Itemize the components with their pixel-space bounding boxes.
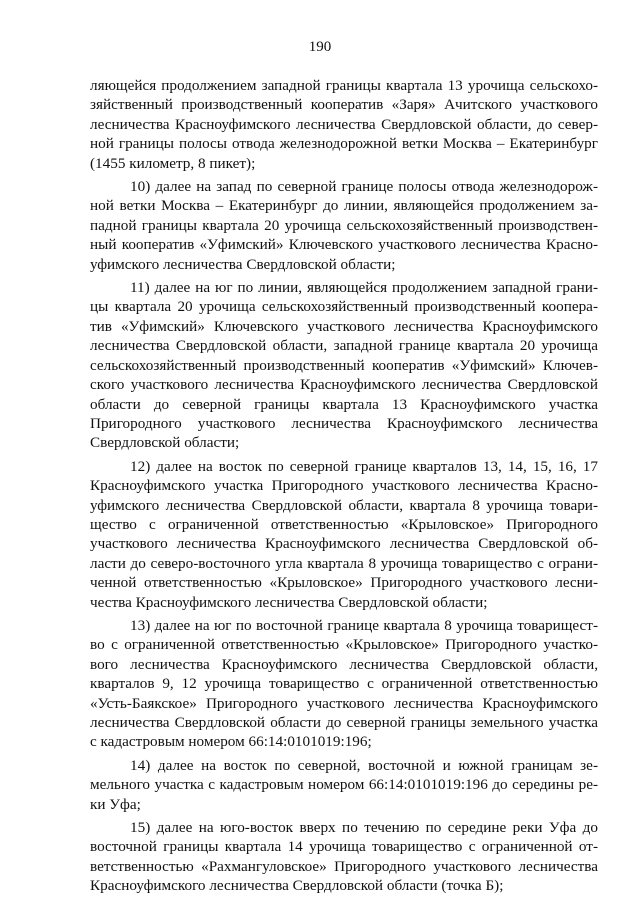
paragraph-item-15: 15) далее на юго-восток вверх по течению по середине реки Уфа до восточной границы квартала 14 урочища товарищество с ограниченной ответственностью «Рахмангуловское» Пригородного участкового лесничества Красноуфимского лесничества Свердловской области (точка Б);	[90, 819, 598, 895]
paragraph-continuation: ляющейся продолжением западной границы квартала 13 урочища сельскохозяйственный производственный кооператив «Заря» Ачитского участкового лесничества Красноуфимского лесничества Свердловской области, до северной границы полосы отвода железнодорожной ветки Москва – Екатеринбург (1455 километр, 8 пикет);	[90, 77, 598, 172]
paragraph-item-12: 12) далее на восток по северной границе кварталов 13, 14, 15, 16, 17 Красноуфимского участка Пригородного участкового лесничества Красноуфимского лесничества Свердловской области, квартала 8 урочища товарищество с ограниченной ответственностью «Крыловское» Пригородного участкового лесничества Красноуфимского лесничества Свердловской области до северо-восточного угла квартала 8 урочища товарищество с ограниченной ответственностью «Крыловское» Пригородного участкового лесничества Красноуфимского лесничества Свердловской области;	[90, 457, 598, 611]
paragraph-item-13: 13) далее на юг по восточной границе квартала 8 урочища товарищество с ограниченной ответственностью «Крыловское» Пригородного участкового лесничества Красноуфимского лесничества Свердловской области, кварталов 9, 12 урочища товарищество с ограниченной ответственностью «Усть-Баякское» Пригородного участкового лесничества Красноуфимского лесничества Свердловской области до северной границы земельного участка с кадастровым номером 66:14:0101019:196;	[90, 616, 598, 751]
paragraph-item-10: 10) далее на запад по северной границе полосы отвода железнодорожной ветки Москва – Екатеринбург до линии, являющейся продолжением западной границы квартала 20 урочища сельскохозяйственный производственный кооператив «Уфимский» Ключевского участкового лесничества Красноуфимского лесничества Свердловской области;	[90, 178, 598, 273]
page-number: 190	[308, 39, 332, 55]
paragraph-item-14: 14) далее на восток по северной, восточной и южной границам земельного участка с кадастровым номером 66:14:0101019:196 до середины реки Уфа;	[90, 756, 598, 813]
document-body	[90, 76, 598, 896]
paragraph-item-11: 11) далее на юг по линии, являющейся продолжением западной границы квартала 20 урочища сельскохозяйственный производственный кооператив «Уфимский» Ключевского участкового лесничества Красноуфимского лесничества Свердловской области, западной границе квартала 20 урочища сельскохозяйственный производственный кооператив «Уфимский» Ключевского участкового лесничества Красноуфимского лесничества Свердловской области до северной границы квартала 13 Красноуфимского участка Пригородного участкового лесничества Красноуфимского лесничества Свердловской области;	[90, 279, 598, 452]
